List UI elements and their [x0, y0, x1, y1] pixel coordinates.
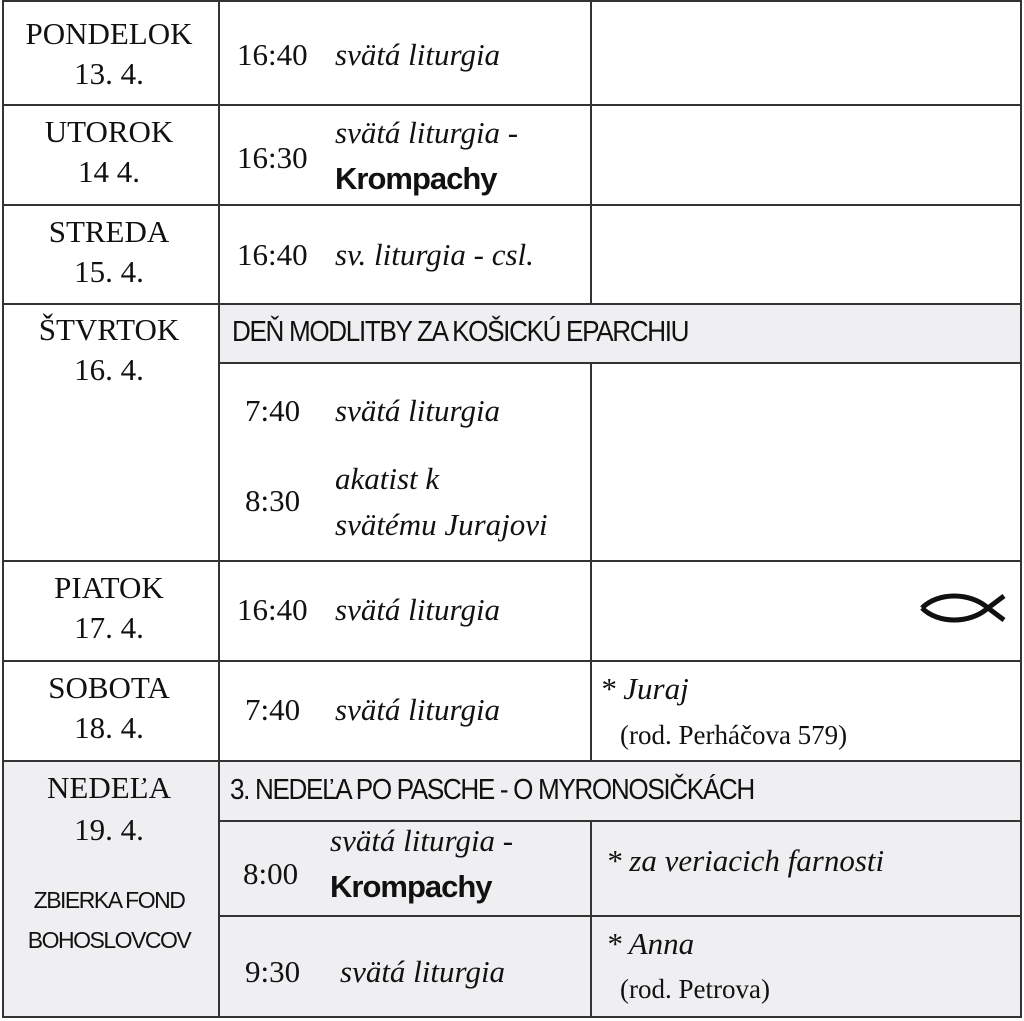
service: svätá liturgia — [335, 592, 501, 627]
time: 7:40 — [245, 393, 301, 428]
intention: * za veriacich farnosti — [606, 843, 885, 878]
day-date: 17. 4. — [74, 610, 144, 645]
fish-icon — [918, 590, 1006, 626]
day-name: PONDELOK — [25, 16, 193, 51]
service: sv. liturgia - csl. — [335, 237, 534, 272]
service: svätá liturgia — [335, 393, 501, 428]
time: 16:30 — [237, 140, 308, 175]
time: 9:30 — [245, 954, 301, 989]
time: 16:40 — [237, 237, 308, 272]
collection-note: BOHOSLOVCOV — [27, 927, 191, 953]
day-name: SOBOTA — [48, 670, 170, 705]
day-date: 15. 4. — [74, 254, 144, 289]
intention-detail: (rod. Petrova) — [620, 974, 770, 1004]
cell — [590, 0, 1022, 106]
intention: * Juraj — [600, 671, 689, 706]
day-header: DEŇ MODLITBY ZA KOŠICKÚ EPARCHIU — [232, 316, 689, 348]
collection-note: ZBIERKA FOND — [33, 887, 185, 913]
cell — [590, 204, 1022, 305]
intention-detail: (rod. Perháčova 579) — [620, 720, 848, 750]
day-date: 18. 4. — [74, 710, 144, 745]
day-name: PIATOK — [54, 570, 164, 605]
day-header: 3. NEDEĽA PO PASCHE - O MYRONOSIČKÁCH — [230, 774, 754, 806]
place: Krompachy — [335, 161, 497, 196]
service: svätá liturgia — [335, 37, 501, 72]
time: 8:30 — [245, 483, 301, 518]
place: Krompachy — [330, 869, 492, 904]
day-name: ŠTVRTOK — [38, 312, 180, 347]
service: svätá liturgia - — [330, 823, 514, 858]
day-date: 13. 4. — [74, 56, 144, 91]
time: 7:40 — [245, 692, 301, 727]
service: svätá liturgia — [335, 692, 501, 727]
day-date: 19. 4. — [74, 812, 144, 847]
intention: * Anna — [606, 926, 695, 961]
service: akatist k — [335, 461, 440, 496]
time: 8:00 — [243, 856, 299, 891]
service: svätému Jurajovi — [335, 507, 548, 542]
cell — [590, 104, 1022, 206]
service: svätá liturgia — [340, 954, 506, 989]
day-date: 16. 4. — [74, 352, 144, 387]
day-name: UTOROK — [44, 114, 174, 149]
day-date: 14 4. — [78, 154, 140, 189]
day-name: STREDA — [48, 214, 170, 249]
time: 16:40 — [237, 37, 308, 72]
service: svätá liturgia - — [335, 115, 519, 150]
day-name: NEDEĽA — [47, 770, 171, 805]
time: 16:40 — [237, 592, 308, 627]
cell — [590, 362, 1022, 562]
